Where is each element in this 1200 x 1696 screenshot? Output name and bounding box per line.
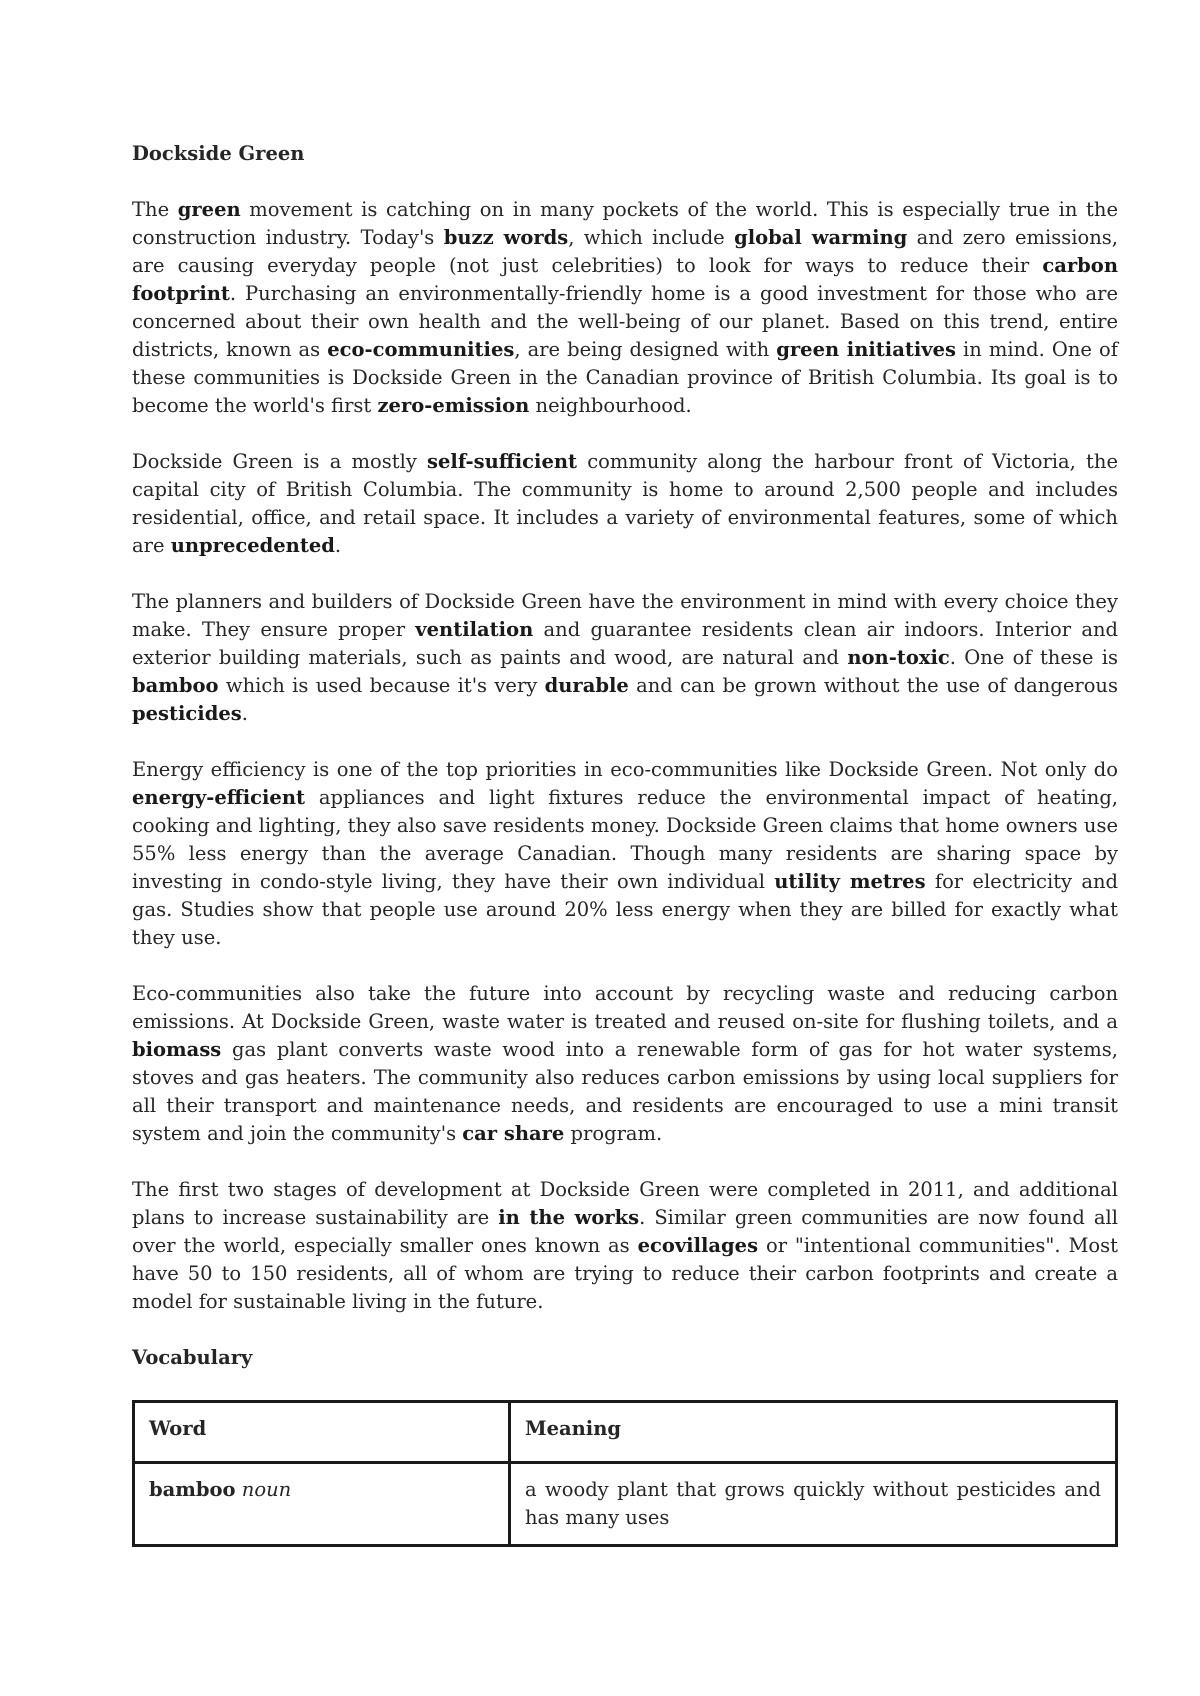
vocabulary-meaning: a woody plant that grows quickly without pesticides and has many uses	[510, 1463, 1117, 1546]
paragraph-text: .	[241, 702, 248, 725]
paragraph-text: , are being designed with	[514, 338, 777, 361]
paragraph-text: for electricity and gas. Studies show that people use around 20% less energy when they are billed for exactly what they use.	[132, 870, 1118, 949]
vocabulary-term: green	[177, 198, 241, 221]
vocabulary-row	[134, 1463, 1117, 1546]
paragraph	[132, 980, 1118, 1148]
vocabulary-term: durable	[544, 674, 629, 697]
paragraph-text: community along the harbour front of Victoria, the capital city of British Columbia. The community is home to around 2,500 people and includes residential, office, and retail space. It includes a variety of environmental features, some of which are	[132, 450, 1118, 557]
vocabulary-header-row	[134, 1402, 1117, 1463]
paragraph-text: which is used because it's very	[218, 674, 545, 697]
vocabulary-term: ventilation	[415, 618, 534, 641]
paragraph-text: gas plant converts waste wood into a renewable form of gas for hot water systems, stoves and gas heaters. The community also reduces carbon emissions by using local suppliers for all their transport and maintenance needs, and residents are encouraged to use a mini transit system and join the community's	[132, 1038, 1118, 1145]
paragraph-text: neighbourhood.	[529, 394, 692, 417]
vocabulary-term: carbon footprint	[132, 254, 1118, 305]
vocabulary-term: green initiatives	[776, 338, 956, 361]
paragraph	[132, 1176, 1118, 1316]
vocabulary-term: bamboo	[132, 674, 219, 697]
paragraph-text: and can be grown without the use of dangerous	[628, 674, 1119, 697]
paragraph-text: and zero emissions, are causing everyday people (not just celebrities) to look for ways to reduce their	[132, 226, 1118, 277]
vocabulary-table	[132, 1400, 1118, 1547]
vocabulary-word-cell	[134, 1463, 510, 1546]
paragraph-text: Eco-communities also take the future into account by recycling waste and reducing carbon emissions. At Dockside Green, waste water is treated and reused on-site for flushing toilets, and a	[132, 982, 1118, 1033]
paragraph	[132, 756, 1118, 952]
word-column-header: Word	[134, 1402, 510, 1463]
vocabulary-term: eco-communities	[327, 338, 515, 361]
vocabulary-word: bamboo	[149, 1478, 236, 1501]
vocabulary-term: car share	[462, 1122, 565, 1145]
paragraph-text: . Similar green communities are now found all over the world, especially smaller ones known as	[132, 1206, 1118, 1257]
vocabulary-term: zero-emission	[377, 394, 530, 417]
vocabulary-term: buzz words	[443, 226, 569, 249]
paragraph-text: . One of these is	[949, 646, 1118, 669]
paragraph-text: movement is catching on in many pockets of the world. This is especially true in the construction industry. Today's	[132, 198, 1118, 249]
paragraph-text: program.	[564, 1122, 663, 1145]
vocabulary-term: in the works	[498, 1206, 640, 1229]
vocabulary-term: pesticides	[132, 702, 242, 725]
part-of-speech: noun	[241, 1478, 292, 1501]
paragraph-text: and guarantee residents clean air indoors. Interior and exterior building materials, such as paints and wood, are natural and	[132, 618, 1118, 669]
paragraph-text: in mind. One of these communities is Dockside Green in the Canadian province of British Columbia. Its goal is to become the world's first	[132, 338, 1118, 417]
paragraph-text: Dockside Green is a mostly	[132, 450, 428, 473]
vocabulary-heading: Vocabulary	[132, 1346, 253, 1369]
paragraph-text: The first two stages of development at Dockside Green were completed in 2011, and additional plans to increase sustainability are	[132, 1178, 1118, 1229]
paragraph	[132, 588, 1118, 728]
paragraph-text: The	[132, 198, 178, 221]
paragraph	[132, 448, 1118, 560]
paragraph-text: Energy efficiency is one of the top priorities in eco-communities like Dockside Green. Not only do	[132, 758, 1118, 781]
paragraph-text: or "intentional communities". Most have 50 to 150 residents, all of whom are trying to reduce their carbon footprints and create a model for sustainable living in the future.	[132, 1234, 1118, 1313]
paragraph-text: The planners and builders of Dockside Green have the environment in mind with every choice they make. They ensure proper	[132, 590, 1118, 641]
document-title: Dockside Green	[132, 142, 305, 165]
vocabulary-term: utility metres	[774, 870, 926, 893]
vocabulary-term: unprecedented	[170, 534, 335, 557]
vocabulary-term: ecovillages	[637, 1234, 759, 1257]
paragraph	[132, 196, 1118, 420]
paragraph-text: .	[334, 534, 342, 557]
paragraph-text: . Purchasing an environmentally-friendly home is a good investment for those who are concerned about their own health and the well-being of our planet. Based on this trend, entire districts, known as	[132, 282, 1118, 361]
vocabulary-term: self-sufficient	[427, 450, 578, 473]
vocabulary-term: global warming	[734, 226, 908, 249]
article-body	[132, 196, 1118, 1316]
vocabulary-term: energy-efficient	[132, 786, 306, 809]
paragraph-text: , which include	[568, 226, 735, 249]
document-page	[132, 140, 1118, 1547]
vocabulary-term: non-toxic	[847, 646, 950, 669]
meaning-column-header: Meaning	[510, 1402, 1117, 1463]
paragraph-text: appliances and light fixtures reduce the environmental impact of heating, cooking and lighting, they also save residents money. Dockside Green claims that home owners use 55% less energy than the average Canadian. Though many residents are sharing space by investing in condo-style living, they have their own individual	[132, 786, 1118, 893]
vocabulary-term: biomass	[132, 1038, 222, 1061]
